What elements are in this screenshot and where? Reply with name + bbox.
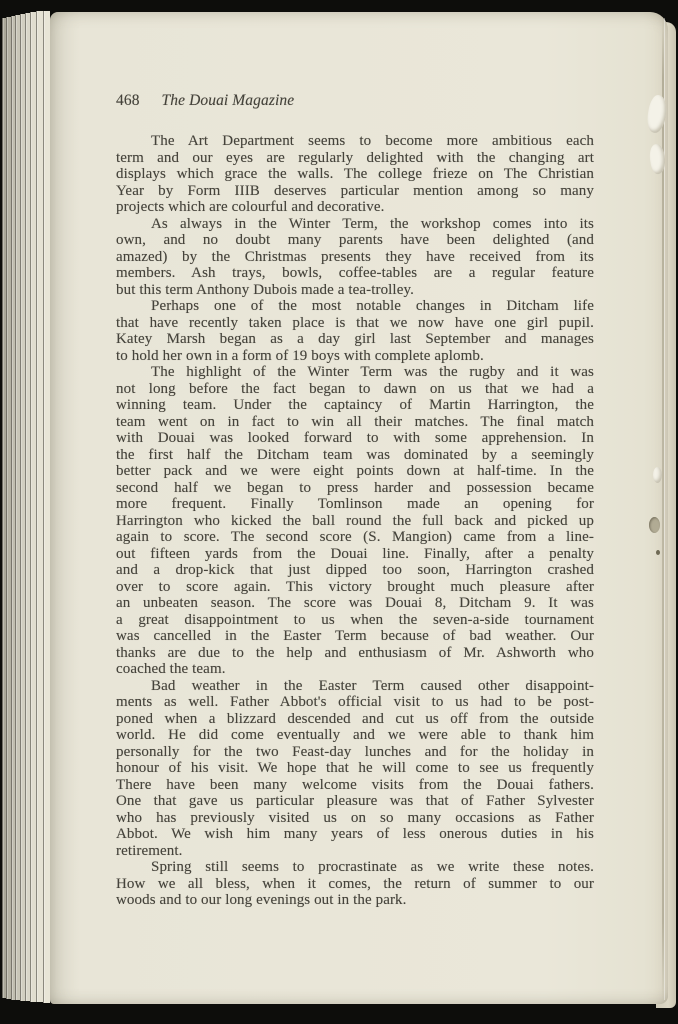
text-line: projects which are colourful and decorative.: [116, 199, 385, 215]
paragraph: [116, 298, 594, 364]
paragraph: [116, 133, 594, 216]
text-line: who has previously visited us on so many occasions as Father: [116, 809, 594, 826]
page-paragraphs: [116, 133, 594, 909]
text-line: an unbeaten season. The score was Douai 8, Ditcham 9. It was: [116, 595, 594, 611]
paragraph: [116, 859, 594, 909]
page-edge-strip: [36, 11, 43, 1002]
text-line: The highlight of the Winter Term was the rugby and it was: [151, 364, 594, 380]
text-line: winning team. Under the captaincy of Martin Harrington, the: [116, 397, 594, 413]
paragraph: [116, 364, 594, 678]
text-line: again to score. The second score (S. Mangion) came from a line-: [116, 529, 594, 545]
text-line: to hold her own in a form of 19 boys with complete aplomb.: [116, 347, 484, 364]
magazine-title: The Douai Magazine: [161, 92, 295, 109]
paper-speck: [656, 550, 660, 555]
text-line: with Douai was looked forward to with some apprehension. In: [116, 430, 594, 446]
text-line: and a drop-kick that just dipped too soon, Harrington crashed: [116, 562, 594, 578]
text-line: honour of his visit. We hope that he will come to see us frequently: [116, 760, 594, 776]
paper-tear-mark: [648, 143, 668, 175]
text-line: There have been many welcome visits from the Douai fathers.: [116, 776, 594, 793]
text-line: Harrington who kicked the ball round the full back and picked up: [116, 512, 594, 529]
text-line: Spring still seems to procrastinate as we write these notes.: [151, 859, 594, 875]
text-line: out fifteen yards from the Douai line. Finally, after a penalty: [116, 545, 594, 562]
page-number: 468: [116, 92, 140, 109]
text-line: ments as well. Father Abbot's official visit to us had to be post-: [116, 694, 594, 710]
paper-tear-mark: [653, 467, 662, 483]
page-text-column: [116, 92, 594, 909]
text-line: How we all bless, when it comes, the return of summer to our: [116, 875, 594, 892]
text-line: world. He did come eventually and we were able to thank him: [116, 727, 594, 743]
text-line: Bad weather in the Easter Term caused other disappoint-: [151, 677, 594, 694]
book-page: [50, 12, 668, 1004]
page-edge-strip: [43, 11, 51, 1003]
text-line: Katey Marsh began as a day girl last September and manages: [116, 331, 594, 347]
text-line: coached the team.: [116, 661, 226, 677]
book-binding-page-edges: [2, 10, 50, 1004]
text-line: personally for the two Feast-day lunches and for the holiday in: [116, 743, 594, 760]
text-line: Abbot. We wish him many years of less onerous duties in his: [116, 826, 594, 842]
text-line: the first half the Ditcham team was dominated by a seemingly: [116, 446, 594, 463]
text-line: was cancelled in the Easter Term because of bad weather. Our: [116, 628, 594, 644]
running-head: [116, 92, 594, 110]
text-line: The Art Department seems to become more ambitious each: [151, 133, 594, 149]
text-line: not long before the fact began to dawn on us that we had a: [116, 380, 594, 397]
text-line: Year by Form IIIB deserves particular mention among so many: [116, 182, 594, 199]
text-line: thanks are due to the help and enthusiasm of Mr. Ashworth who: [116, 644, 594, 661]
paragraph: [116, 216, 594, 299]
paragraph: [116, 678, 594, 860]
text-line: One that gave us particular pleasure was that of Father Sylvester: [116, 793, 594, 809]
text-line: amazed) by the Christmas presents they have received from its: [116, 248, 594, 265]
paper-tear-mark: [649, 517, 660, 533]
text-line: Perhaps one of the most notable changes in Ditcham life: [151, 298, 594, 314]
text-line: woods and to our long evenings out in the park.: [116, 892, 407, 908]
paper-tear-mark: [645, 94, 669, 135]
text-line: but this term Anthony Dubois made a tea-trolley.: [116, 281, 414, 298]
text-line: members. Ash trays, bowls, coffee-tables are a regular feature: [116, 265, 594, 281]
text-line: second half we began to press harder and possession became: [116, 479, 594, 496]
text-line: term and our eyes are regularly delighted with the changing art: [116, 149, 594, 166]
text-line: own, and no doubt many parents have been delighted (and: [116, 232, 594, 248]
text-line: better pack and we were eight points down at half-time. In the: [116, 463, 594, 479]
text-line: over to score again. This victory brought much pleasure after: [116, 578, 594, 595]
text-line: team went on in fact to win all their matches. The final match: [116, 413, 594, 430]
text-line: that have recently taken place is that we now have one girl pupil.: [116, 314, 594, 331]
text-line: a great disappointment to us when the seven-a-side tournament: [116, 611, 594, 628]
text-line: more frequent. Finally Tomlinson made an opening for: [116, 496, 594, 512]
text-line: As always in the Winter Term, the workshop comes into its: [151, 215, 594, 232]
text-line: retirement.: [116, 842, 183, 859]
text-line: displays which grace the walls. The college frieze on The Christian: [116, 166, 594, 182]
text-line: poned when a blizzard descended and cut us off from the outside: [116, 710, 594, 727]
